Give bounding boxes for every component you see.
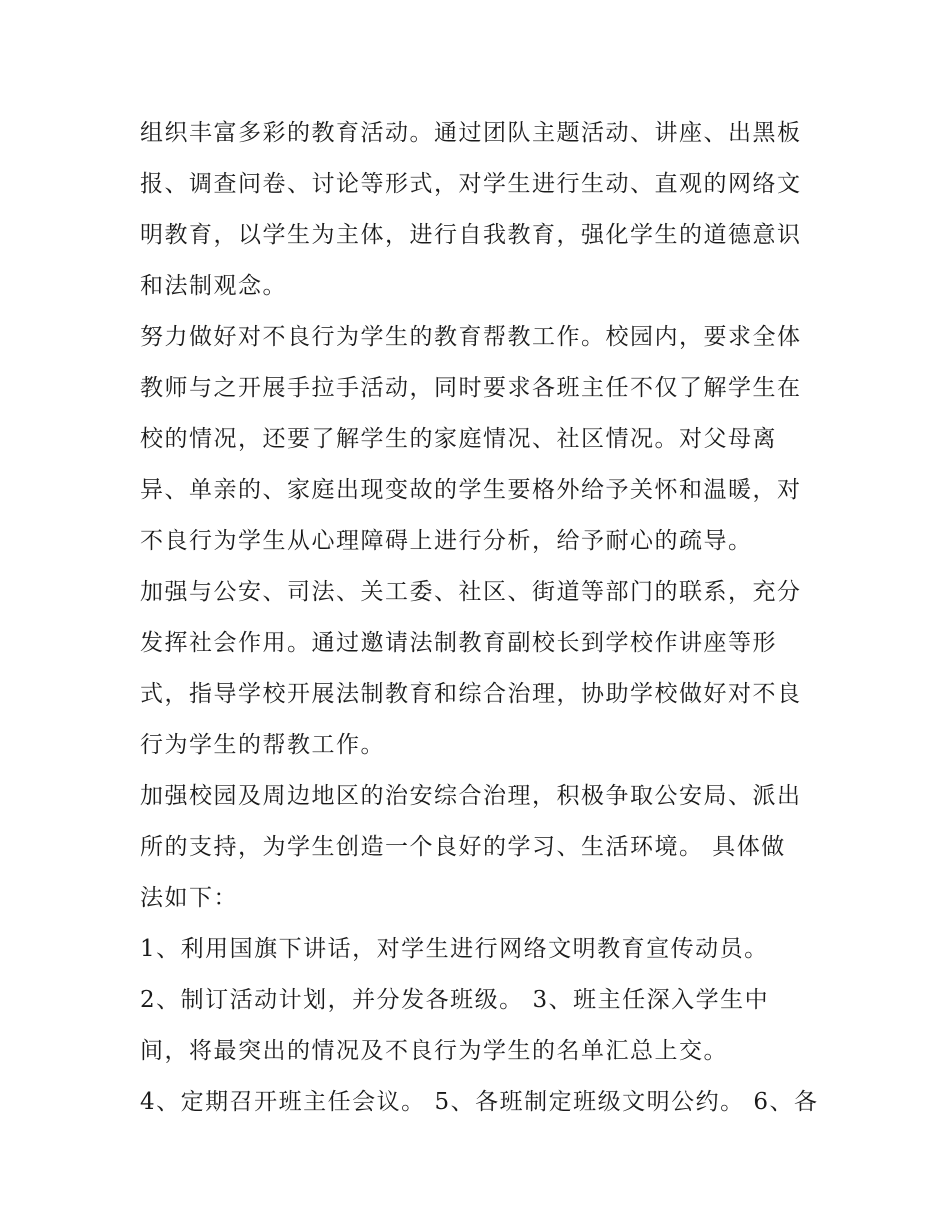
text-line: 不良行为学生从心理障碍上进行分析，给予耐心的疏导。 [140,528,753,554]
text-line: 加强与公安、司法、关工委、社区、街道等部门的联系，充分 [140,579,802,605]
document-body [140,108,830,1128]
list-item: 2、制订活动计划，并分发各班级。 3、班主任深入学生中 [140,987,770,1013]
text-line: 报、调查问卷、讨论等形式，对学生进行生动、直观的网络文 [140,171,802,197]
text-line: 教师与之开展手拉手活动，同时要求各班主任不仅了解学生在 [140,375,802,401]
list-item: 4、定期召开班主任会议。 5、各班制定班级文明公约。 6、各 [140,1089,819,1115]
text-line: 式，指导学校开展法制教育和综合治理，协助学校做好对不良 [140,681,802,707]
text-line: 异、单亲的、家庭出现变故的学生要格外给予关怀和温暖，对 [140,477,802,503]
text-line: 校的情况，还要了解学生的家庭情况、社区情况。对父母离 [140,426,777,452]
text-line: 所的支持，为学生创造一个良好的学习、生活环境。 具体做 [140,834,786,860]
text-line: 行为学生的帮教工作。 [140,732,385,758]
text-line: 组织丰富多彩的教育活动。通过团队主题活动、讲座、出黑板 [140,120,802,146]
text-line: 加强校园及周边地区的治安综合治理，积极争取公安局、派出 [140,783,802,809]
list-item: 1、利用国旗下讲话，对学生进行网络文明教育宣传动员。 [140,936,769,962]
text-line: 努力做好对不良行为学生的教育帮教工作。校园内，要求全体 [140,324,802,350]
text-line: 法如下： [140,885,238,911]
list-item: 间，将最突出的情况及不良行为学生的名单汇总上交。 [140,1038,728,1064]
text-line: 发挥社会作用。通过邀请法制教育副校长到学校作讲座等形 [140,630,777,656]
text-line: 和法制观念。 [140,273,287,299]
text-line: 明教育，以学生为主体，进行自我教育，强化学生的道德意识 [140,222,802,248]
